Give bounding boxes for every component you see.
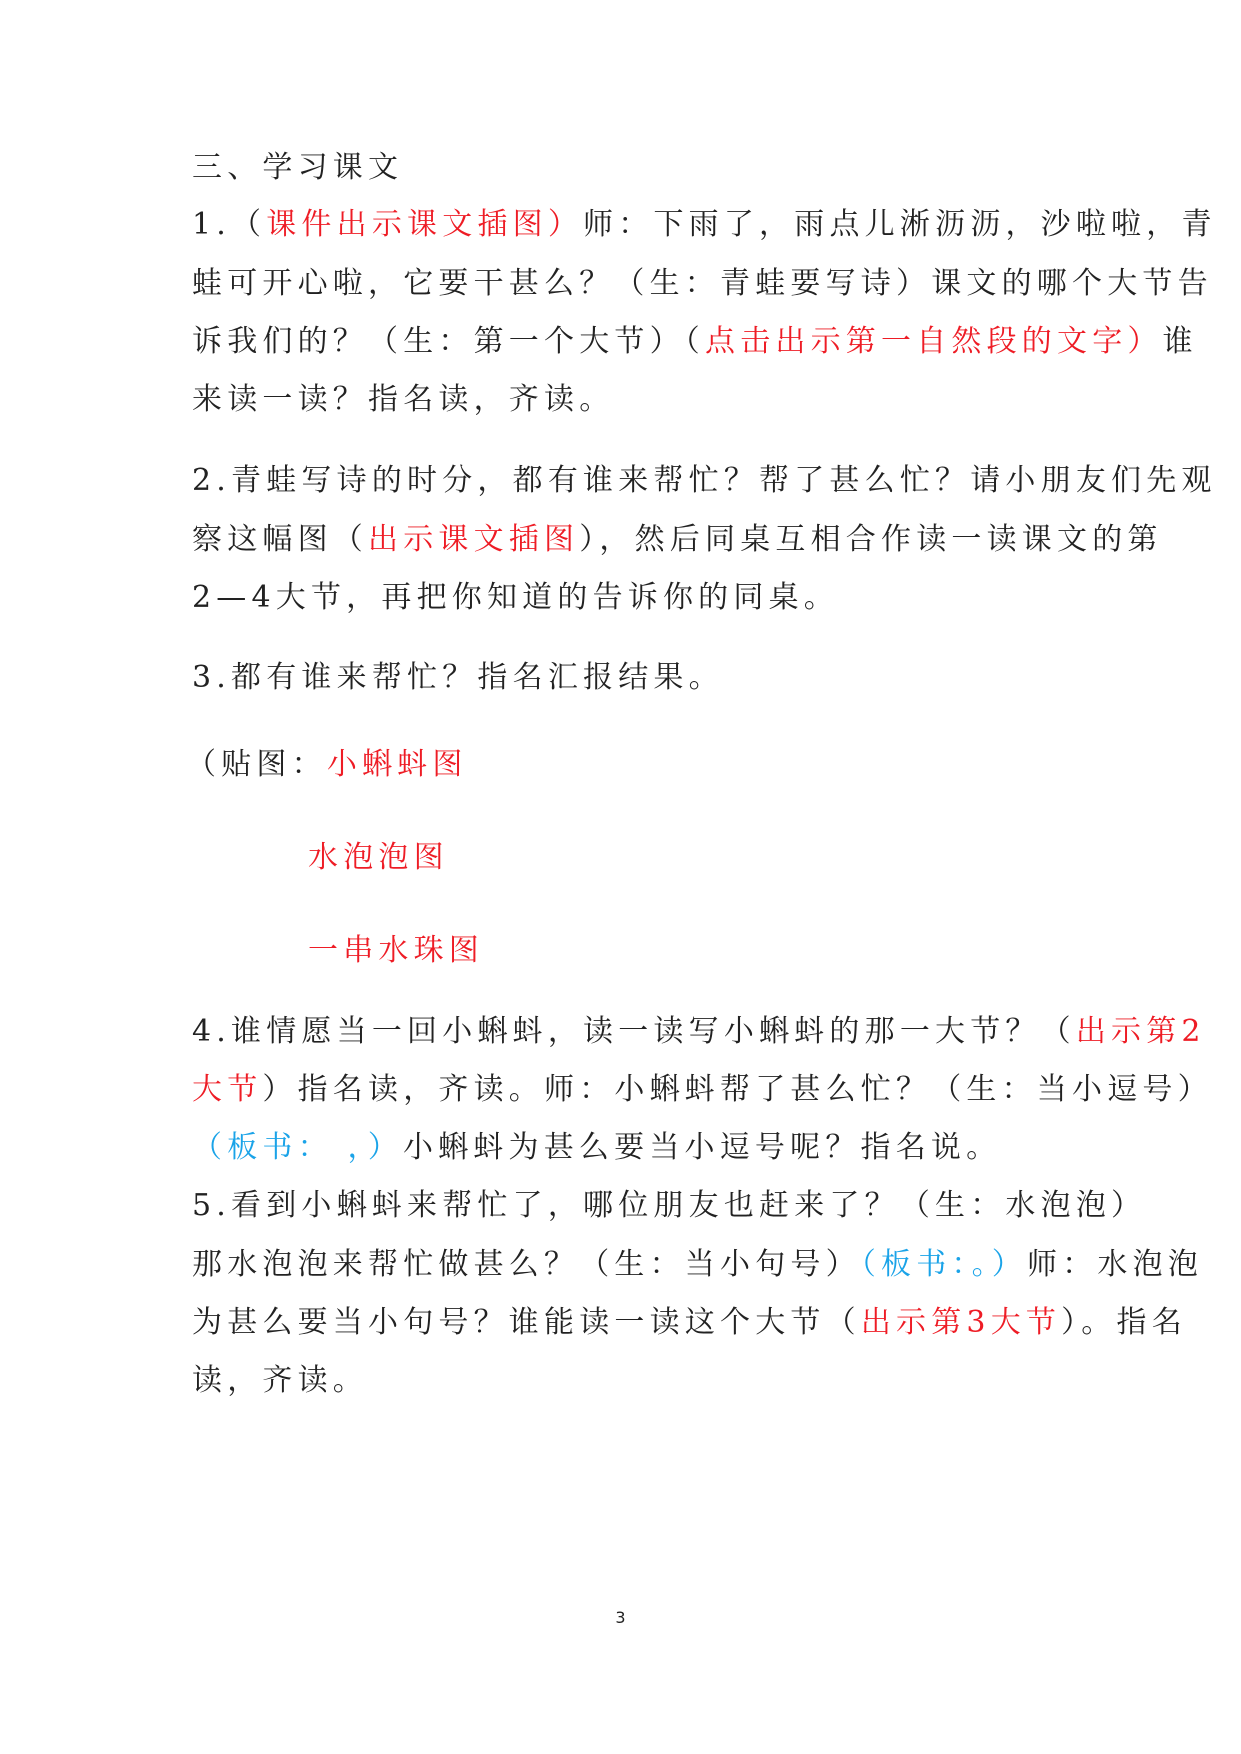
- text: 师：下雨了，雨点儿淅沥沥，沙啦啦，青: [583, 207, 1217, 242]
- p1-line-2: 蛙可开心啦，它要干甚么？（生：青蛙要写诗）课文的哪个大节告: [192, 266, 1213, 301]
- text: 那水泡泡来帮忙做甚么？（生：当小句号）: [192, 1247, 861, 1282]
- text: 察这幅图（: [192, 522, 368, 557]
- pictures-line-1: [186, 745, 468, 785]
- text: 小蝌蚪为甚么要当小逗号呢？指名说。: [402, 1130, 1002, 1165]
- blackboard-note: （板书： ，）: [192, 1130, 403, 1165]
- section-heading: 三、学习课文: [192, 150, 404, 185]
- p4-line-3: [192, 1128, 1001, 1168]
- stage-direction: 点击出示第一自然段的文字）: [705, 324, 1163, 359]
- text: ）指名读，齐读。师：小蝌蚪帮了甚么忙？（生：当小逗号）: [262, 1072, 1213, 1107]
- text: 师：水泡泡: [1027, 1247, 1204, 1282]
- text: 谁: [1162, 324, 1198, 359]
- p4-line-1: [192, 1012, 1206, 1052]
- text: 1.（: [192, 207, 267, 242]
- text: ），然后同桌互相合作读一读课文的第: [579, 522, 1163, 557]
- text: （贴图：: [186, 747, 327, 782]
- stage-direction: 出示第3大节: [860, 1305, 1062, 1340]
- p2-line-3: 2—4大节，再把你知道的告诉你的同桌。: [192, 580, 839, 615]
- p1-line-1: [192, 205, 1217, 245]
- p5-line-2: [192, 1245, 1203, 1285]
- stage-direction: 大节: [192, 1072, 263, 1107]
- picture-item: 一串水珠图: [308, 933, 484, 968]
- p4-line-2: [192, 1070, 1213, 1110]
- p2-line-1: 2.青蛙写诗的时分，都有谁来帮忙？帮了甚么忙？请小朋友们先观: [192, 463, 1217, 498]
- p3-line: 3.都有谁来帮忙？指名汇报结果。: [192, 660, 724, 695]
- p2-line-2: [192, 520, 1163, 560]
- p5-line-1: 5.看到小蝌蚪来帮忙了，哪位朋友也赶来了？（生：水泡泡）: [192, 1188, 1147, 1223]
- p1-line-3: [192, 322, 1198, 362]
- stage-direction: 出示第2: [1075, 1014, 1206, 1049]
- text: 4.谁情愿当一回小蝌蚪，读一读写小蝌蚪的那一大节？（: [192, 1014, 1076, 1049]
- page-number: 3: [615, 1608, 626, 1627]
- text: 为甚么要当小句号？谁能读一读这个大节（: [192, 1305, 861, 1340]
- blackboard-note: （板书：。）: [860, 1247, 1028, 1282]
- picture-item: 小蝌蚪图: [326, 747, 468, 782]
- stage-direction: 课件出示课文插图）: [266, 207, 584, 242]
- text: 诉我们的？（生：第一个大节）（: [192, 324, 705, 359]
- p5-line-3: [192, 1303, 1187, 1343]
- picture-item: 水泡泡图: [308, 840, 449, 875]
- p5-line-4: 读，齐读。: [192, 1363, 368, 1398]
- text: ）。指名: [1061, 1305, 1187, 1340]
- p1-line-4: 来读一读？指名读，齐读。: [192, 382, 615, 417]
- stage-direction: 出示课文插图: [368, 522, 580, 557]
